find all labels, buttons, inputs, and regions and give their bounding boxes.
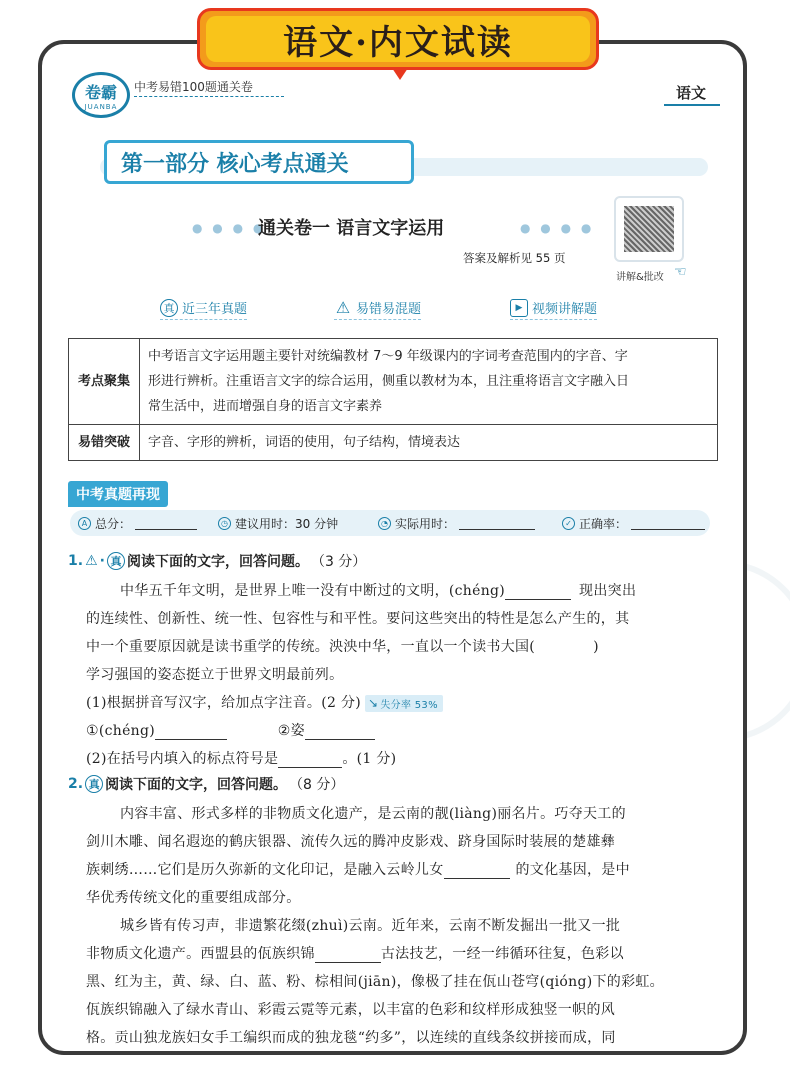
passage-line	[86, 943, 726, 963]
sub-question-text: (1)根据拼音写汉字，给加点字注音。(2 分)	[86, 695, 362, 711]
passage-line: 华优秀传统文化的重要组成部分。	[86, 890, 301, 906]
answer-reference: 答案及解析见 55 页	[463, 251, 566, 265]
answer-blank[interactable]	[155, 723, 227, 740]
title-dots-left: ● ● ● ●	[192, 221, 267, 235]
qr-caption: 讲解&批改	[616, 272, 664, 283]
qr-code[interactable]	[614, 196, 684, 262]
row-line: 中考语言文字运用题主要针对统编教材 7～9 年级课内的字词考查范围内的字音、字	[148, 349, 628, 364]
sub-question-text: (2)在括号内填入的标点符号是	[86, 751, 279, 767]
total-score	[78, 515, 197, 532]
passage-text: 现出突出	[579, 583, 637, 599]
legend-real-exam	[160, 298, 247, 320]
series-underline	[134, 96, 284, 97]
passage-text: 中华五千年文明，是世界上唯一没有中断过的文明，(chéng)	[120, 583, 506, 599]
passage-text: 古法技艺，一经一纬循环往复，色彩以	[380, 946, 624, 962]
passage-line: 内容丰富、形式多样的非物质文化遗产，是云南的靓(liàng)丽名片。巧夺天工的	[120, 806, 626, 822]
accuracy	[562, 515, 705, 532]
legend-label: 近三年真题	[182, 302, 248, 317]
total-label: 总分：	[95, 516, 132, 531]
passage-line: 佤族织锦融入了绿水青山、彩霞云霓等元素，以丰富的色彩和纹样形成独竖一帜的风	[86, 1002, 616, 1018]
qr-pattern	[624, 206, 674, 252]
actual-label: 实际用时：	[395, 516, 456, 531]
alarm-clock-icon: ◷	[218, 517, 231, 530]
question-1-header: 1. ⚠ · 真 阅读下面的文字，回答问题。 （3 分）	[68, 553, 367, 570]
question-2-header	[68, 774, 344, 794]
row-content	[140, 339, 718, 425]
answer-label: ①(chéng)	[86, 723, 155, 739]
passage-text: 族刺绣……它们是历久弥新的文化印记，是融入云岭儿女	[86, 862, 444, 878]
question-number: 1.	[68, 553, 84, 569]
answer-blank[interactable]	[278, 751, 342, 768]
passage-text: 中一个重要原因就是读书重学的传统。泱泱中华，一直以一个读书大国(	[86, 639, 536, 655]
passage-text: 非物质文化遗产。西盟县的佤族织锦	[86, 946, 315, 962]
sub-question-2	[86, 748, 726, 768]
passage-line: 黑、红为主，黄、绿、白、蓝、粉、棕相间(jiān)，像极了挂在佤山苍穹(qióng)下的彩虹。	[86, 974, 664, 990]
subject-label: 语文	[676, 84, 707, 102]
sub-question-1	[86, 692, 726, 712]
legend-video	[510, 298, 597, 320]
passage-line: 剑川木雕、闻名遐迩的鹤庆银器、流传久远的腾冲皮影戏、跻身国际时装展的楚雄彝	[86, 834, 616, 850]
question-prompt: 阅读下面的文字，回答问题。	[126, 554, 309, 570]
series-title: 中考易错100题通关卷	[134, 80, 253, 94]
passage-line	[86, 636, 726, 656]
passage-text: )	[593, 639, 599, 655]
passage-line: 的连续性、创新性、统一性、包容性与和平性。要问这些突出的特性是怎么产生的，其	[86, 611, 630, 627]
video-icon: ▶	[510, 299, 528, 317]
real-exam-icon: 真	[160, 299, 178, 317]
score-bar	[70, 510, 710, 536]
pointing-hand-icon: ☜	[674, 264, 687, 280]
question-points: （3 分）	[310, 554, 367, 570]
passage-line	[120, 580, 760, 600]
total-blank[interactable]	[135, 517, 197, 530]
legend-label: 易错易混题	[356, 302, 422, 317]
real-exam-icon: 真	[107, 552, 125, 570]
logo-text: 卷霸	[84, 82, 117, 102]
row-content: 字音、字形的辨析，词语的使用，句子结构，情境表达	[140, 425, 718, 461]
question-points: （8 分）	[289, 777, 345, 793]
answer-blank[interactable]	[505, 583, 571, 600]
answer-blank[interactable]	[305, 723, 375, 740]
warning-icon: ⚠	[85, 553, 98, 569]
timer-icon: ◔	[378, 517, 391, 530]
real-exam-icon: 真	[85, 775, 103, 793]
passage-line	[86, 859, 726, 879]
row-head: 考点聚集	[69, 339, 140, 425]
answer-blank[interactable]	[315, 946, 381, 963]
section-tag: 中考真题再现	[68, 481, 168, 507]
legend-label: 视频讲解题	[532, 302, 598, 317]
table-row	[69, 425, 718, 461]
row-line: 形进行辨析。注重语言文字的综合运用，侧重以教材为本，且注重将语言文字融入日	[148, 374, 630, 389]
accuracy-blank[interactable]	[631, 517, 705, 530]
table-row	[69, 339, 718, 425]
subject-underline	[664, 104, 720, 106]
brand-logo	[72, 72, 130, 118]
answer-label: ②姿	[277, 723, 305, 739]
test-title: 通关卷一 语言文字运用	[258, 218, 445, 239]
passage-line: 城乡皆有传习声，非遗繁花缀(zhuì)云南。近年来，云南不断发掘出一批又一批	[120, 918, 621, 934]
score-icon: A	[78, 517, 91, 530]
part-title: 第一部分 核心考点通关	[104, 140, 414, 184]
accuracy-label: 正确率：	[579, 516, 628, 531]
actual-time	[378, 515, 535, 532]
logo-sub: JUANBA	[84, 102, 118, 111]
sub-question-text: 。(1 分)	[342, 751, 397, 767]
check-icon: ✓	[562, 517, 575, 530]
suggested-time	[218, 515, 338, 532]
banner-pointer	[392, 68, 408, 80]
focus-table	[68, 338, 718, 461]
passage-line: 格。贡山独龙族妇女手工编织而成的独龙毯“约多”，以连续的直线条纹拼接而成，同	[86, 1030, 616, 1046]
row-head: 易错突破	[69, 425, 140, 461]
title-banner	[197, 8, 599, 70]
sub-question-1-answers	[86, 720, 726, 740]
passage-text: 的文化基因，是中	[515, 862, 630, 878]
question-number: 2.	[68, 776, 84, 792]
title-dots-right: ● ● ● ●	[520, 221, 595, 235]
suggested-label: 建议用时：30 分钟	[235, 516, 339, 531]
error-rate-badge: ↘ 失分率 53%	[365, 695, 443, 712]
row-line: 常生活中，进而增强自身的语言文字素养	[148, 399, 383, 414]
warning-icon: ⚠	[335, 298, 351, 317]
question-prompt: 阅读下面的文字，回答问题。	[105, 777, 288, 793]
passage-line: 学习强国的姿态挺立于世界文明最前列。	[86, 667, 344, 683]
legend-error-prone	[334, 298, 421, 320]
banner-title: 语文·内文试读	[206, 16, 590, 62]
actual-blank[interactable]	[459, 517, 535, 530]
answer-blank[interactable]	[444, 862, 510, 879]
